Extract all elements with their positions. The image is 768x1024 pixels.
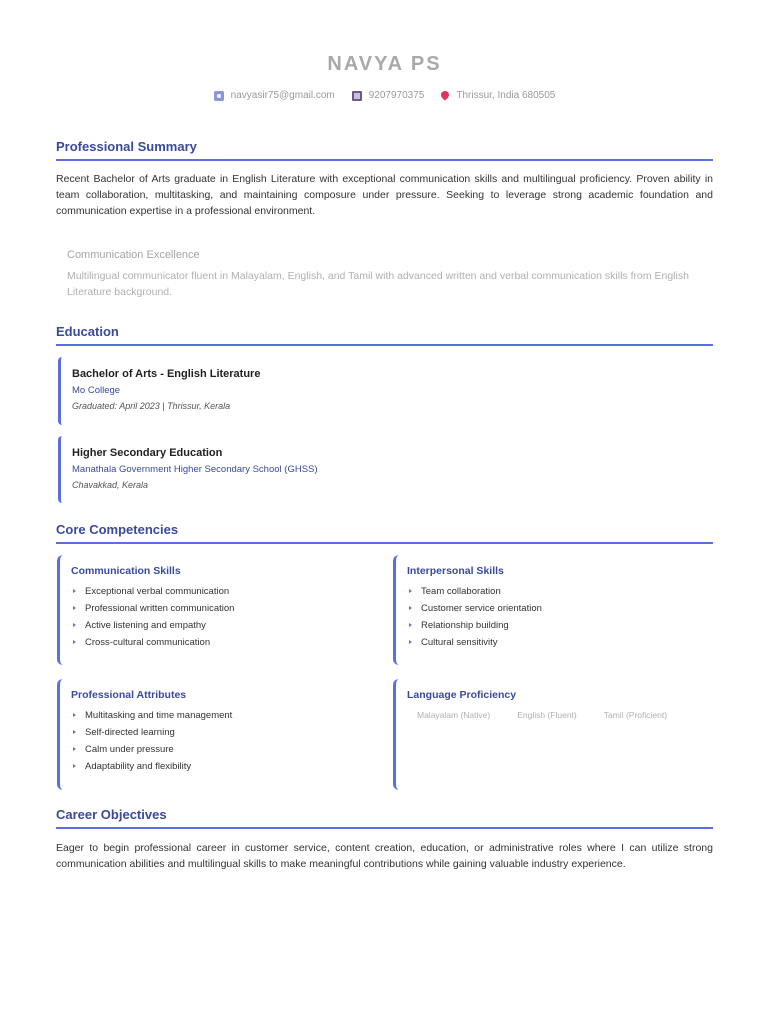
mail-icon: [214, 91, 224, 101]
education-entry: [58, 436, 712, 503]
list-item: Self-directed learning: [71, 727, 391, 744]
education-meta: Graduated: April 2023 | Thrissur, Kerala: [72, 401, 231, 411]
section-title-summary: Professional Summary: [56, 139, 713, 161]
language-tag: Malayalam (Native): [417, 710, 491, 720]
highlight-title: Communication Excellence: [67, 249, 200, 261]
school-name: Manathala Government Higher Secondary School (GHSS): [72, 464, 318, 475]
pin-icon: [440, 89, 451, 100]
list-item: Relationship building: [407, 620, 727, 637]
section-title-objectives: Career Objectives: [56, 807, 713, 829]
section-title-education: Education: [56, 324, 713, 346]
candidate-name: NAVYA PS: [327, 53, 442, 75]
contact-bar: [56, 90, 713, 101]
school-name: Mo College: [72, 385, 121, 396]
phone-icon: [352, 91, 362, 101]
list-item: Team collaboration: [407, 586, 727, 603]
email-text: navyasir75@gmail.com: [230, 90, 335, 101]
list-item: Active listening and empathy: [71, 620, 391, 637]
professional-attributes-card: [57, 679, 391, 790]
list-item: Multitasking and time management: [71, 710, 391, 727]
list-item: Exceptional verbal communication: [71, 586, 391, 603]
contact-email[interactable]: [214, 90, 335, 101]
list-item: Calm under pressure: [71, 744, 391, 761]
contact-location: [441, 90, 555, 101]
card-title: Interpersonal Skills: [407, 565, 504, 577]
card-title: Language Proficiency: [407, 689, 517, 701]
education-entry: [58, 357, 712, 425]
list-item: Professional written communication: [71, 603, 391, 620]
highlight-text: Multilingual communicator fluent in Malayalam, English, and Tamil with advanced written and verbal communication skills from English Literature background.: [67, 270, 689, 298]
list-item: Customer service orientation: [407, 603, 727, 620]
list-item: Cross-cultural communication: [71, 637, 391, 654]
contact-phone[interactable]: [352, 90, 425, 101]
list-item: Cultural sensitivity: [407, 637, 727, 654]
language-proficiency-card: [393, 679, 727, 790]
language-list: [407, 710, 727, 720]
card-title: Communication Skills: [71, 565, 181, 577]
language-tag: English (Fluent): [517, 710, 577, 720]
interpersonal-skills-card: [393, 555, 727, 665]
section-title-competencies: Core Competencies: [56, 522, 713, 544]
language-tag: Tamil (Proficient): [603, 710, 668, 720]
location-text: Thrissur, India 680505: [456, 90, 556, 101]
card-title: Professional Attributes: [71, 689, 187, 701]
degree-title: Bachelor of Arts - English Literature: [72, 368, 261, 380]
communication-skills-card: [57, 555, 391, 665]
list-item: Adaptability and flexibility: [71, 761, 391, 778]
phone-text: 9207970375: [368, 90, 425, 101]
education-meta: Chavakkad, Kerala: [72, 480, 149, 490]
objectives-text: Eager to begin professional career in customer service, content creation, education, or administrative roles where I can utilize strong communication abilities and multilingual skills to make meaningful contributions while gaining valuable industry experience.: [56, 842, 713, 870]
degree-title: Higher Secondary Education: [72, 447, 223, 459]
summary-text: Recent Bachelor of Arts graduate in English Literature with exceptional communication skills and multilingual proficiency. Proven ability in team collaboration, multitasking, and maintaining composure under pressure. Seeking to leverage strong academic foundation and communication expertise in a professional environment.: [56, 173, 713, 217]
